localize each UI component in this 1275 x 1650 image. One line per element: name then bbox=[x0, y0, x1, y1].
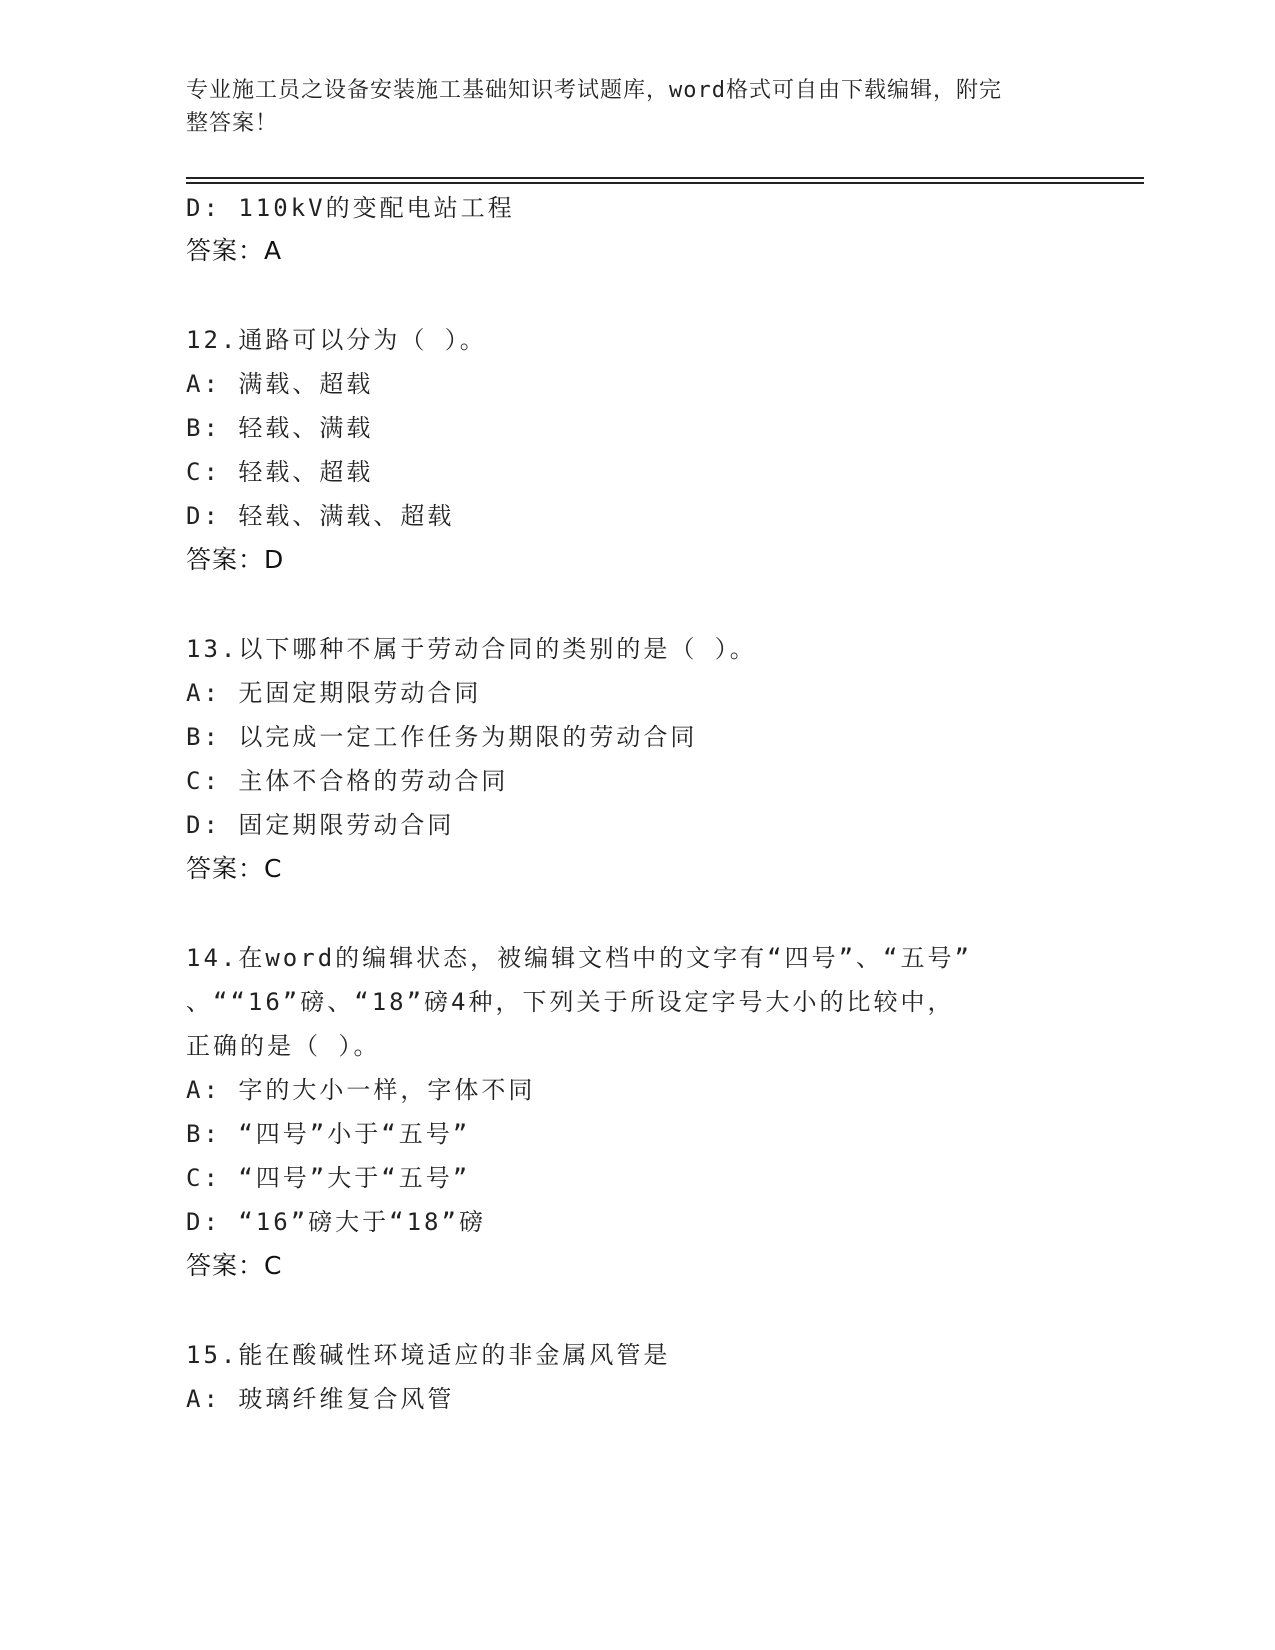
q15-option-a: A: 玻璃纤维复合风管 bbox=[186, 1385, 455, 1413]
header-line-1: 专业施工员之设备安装施工基础知识考试题库，word格式可自由下载编辑，附完 bbox=[186, 78, 1002, 103]
q12-option-c: C: 轻载、超载 bbox=[186, 458, 374, 486]
q13-answer: 答案：C bbox=[186, 854, 283, 883]
q14-answer: 答案：C bbox=[186, 1251, 283, 1280]
q12-answer: 答案：D bbox=[186, 545, 285, 574]
q14-title-line-1: 14.在word的编辑状态，被编辑文档中的文字有“四号”、“五号” bbox=[186, 944, 972, 972]
q14-title-line-2: 、““16”磅、“18”磅4种，下列关于所设定字号大小的比较中， bbox=[186, 988, 955, 1016]
q14-option-a: A: 字的大小一样，字体不同 bbox=[186, 1076, 536, 1104]
q14-title-line-3: 正确的是（ ）。 bbox=[186, 1032, 381, 1060]
q14-option-b: B: “四号”小于“五号” bbox=[186, 1120, 471, 1148]
header-line-2: 整答案！ bbox=[186, 111, 279, 136]
header-rule-top bbox=[186, 177, 1144, 179]
q13-title: 13.以下哪种不属于劳动合同的类别的是（ ）。 bbox=[186, 635, 757, 663]
q12-option-b: B: 轻载、满载 bbox=[186, 414, 374, 442]
q12-option-d: D: 轻载、满载、超载 bbox=[186, 502, 455, 530]
q15-title: 15.能在酸碱性环境适应的非金属风管是 bbox=[186, 1341, 671, 1369]
q14-option-c: C: “四号”大于“五号” bbox=[186, 1164, 471, 1192]
q14-option-d: D: “16”磅大于“18”磅 bbox=[186, 1208, 486, 1236]
q13-option-b: B: 以完成一定工作任务为期限的劳动合同 bbox=[186, 723, 698, 751]
q12-title: 12.通路可以分为（ ）。 bbox=[186, 326, 487, 354]
document-header bbox=[186, 74, 1066, 140]
q13-option-c: C: 主体不合格的劳动合同 bbox=[186, 767, 509, 795]
q13-option-d: D: 固定期限劳动合同 bbox=[186, 811, 455, 839]
q11-option-d: D: 110kV的变配电站工程 bbox=[186, 194, 515, 222]
q13-option-a: A: 无固定期限劳动合同 bbox=[186, 679, 482, 707]
header-rule-bottom bbox=[186, 182, 1144, 184]
q12-option-a: A: 满载、超载 bbox=[186, 370, 374, 398]
q11-answer: 答案：A bbox=[186, 236, 283, 265]
